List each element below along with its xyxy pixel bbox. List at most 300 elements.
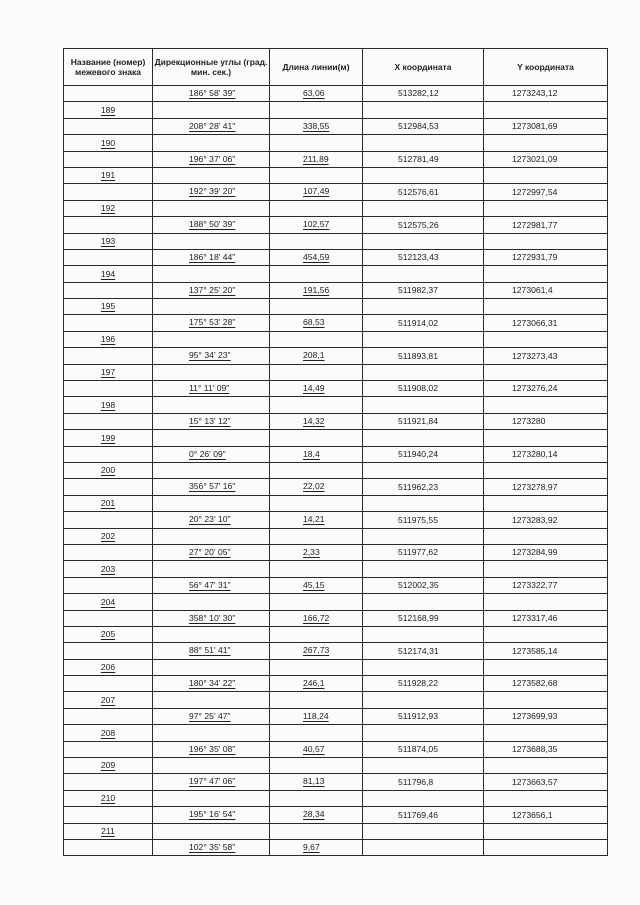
y-coordinate-cell [484,758,608,774]
x-coordinate-cell-text: 512123,43 [398,252,439,263]
y-coordinate-cell [484,708,608,724]
x-coordinate-cell [363,167,484,183]
y-coordinate-cell-text: 1273273,43 [512,350,558,361]
directional-angle-cell [153,315,270,331]
y-coordinate-cell [484,577,608,593]
line-length-cell [270,577,363,593]
directional-angle-cell [153,266,270,282]
mark-name-cell [64,544,153,560]
mark-name-cell [64,315,153,331]
y-coordinate-cell [484,102,608,118]
line-length-cell [270,364,363,380]
y-coordinate-cell [484,233,608,249]
segment-row [64,577,608,593]
mark-name-cell [64,692,153,708]
y-coordinate-cell-text: 1272981,77 [512,219,558,230]
y-coordinate-cell [484,692,608,708]
x-coordinate-cell-text: 511962,23 [398,481,438,492]
line-length-cell [270,381,363,397]
directional-angle-cell [153,184,270,200]
directional-angle-cell [153,544,270,560]
line-length-cell [270,86,363,102]
directional-angle-cell [153,839,270,855]
y-coordinate-cell [484,741,608,757]
point-row [64,135,608,151]
x-coordinate-cell [363,790,484,806]
line-length-cell-text: 267,73 [303,645,330,656]
y-coordinate-cell-text: 1273066,31 [512,317,558,328]
segment-row [64,807,608,823]
mark-name-cell-text: 192 [100,203,116,214]
mark-name-cell-text: 207 [100,694,116,705]
y-coordinate-cell [484,528,608,544]
segment-row [64,643,608,659]
y-coordinate-cell [484,774,608,790]
line-length-cell-text: 208,1 [303,350,325,361]
mark-name-cell [64,217,153,233]
segment-row [64,118,608,134]
directional-angle-cell-text: 0° 26' 09" [189,448,226,459]
x-coordinate-cell [363,315,484,331]
x-coordinate-cell-text: 511928,22 [398,678,438,689]
x-coordinate-cell-text: 511769,46 [398,809,438,820]
segment-row [64,315,608,331]
directional-angle-cell [153,528,270,544]
mark-name-cell-text: 194 [100,268,116,279]
y-coordinate-cell [484,790,608,806]
x-coordinate-cell [363,118,484,134]
x-coordinate-cell-text: 511982,37 [398,285,438,296]
mark-name-cell-text: 208 [100,727,116,738]
mark-name-cell [64,266,153,282]
y-coordinate-cell [484,413,608,429]
directional-angle-cell-text: 102° 35' 58" [189,841,236,852]
line-length-cell [270,676,363,692]
segment-row [64,708,608,724]
mark-name-cell [64,839,153,855]
point-row [64,659,608,675]
directional-angle-cell-text: 56° 47' 31" [189,579,231,590]
directional-angle-cell-text: 137° 25' 20" [189,284,236,295]
segment-row [64,544,608,560]
directional-angle-cell [153,102,270,118]
mark-name-cell [64,758,153,774]
line-length-cell [270,561,363,577]
mark-name-cell [64,167,153,183]
directional-angle-cell [153,167,270,183]
y-coordinate-cell [484,299,608,315]
mark-name-cell [64,708,153,724]
mark-name-cell [64,118,153,134]
point-row [64,823,608,839]
x-coordinate-cell [363,577,484,593]
directional-angle-cell [153,643,270,659]
line-length-cell [270,430,363,446]
x-coordinate-cell [363,692,484,708]
mark-name-cell-text: 203 [100,563,116,574]
directional-angle-cell [153,577,270,593]
y-coordinate-cell [484,348,608,364]
x-coordinate-cell-text: 512174,31 [398,645,439,656]
directional-angle-cell-text: 356° 57' 16" [189,481,236,492]
x-coordinate-cell [363,479,484,495]
line-length-cell-text: 454,59 [303,251,330,262]
point-row [64,626,608,642]
directional-angle-cell [153,659,270,675]
segment-row [64,282,608,298]
x-coordinate-cell [363,561,484,577]
x-coordinate-cell [363,758,484,774]
mark-name-cell-text: 189 [100,104,116,115]
segment-row [64,676,608,692]
y-coordinate-cell-text: 1273317,46 [512,612,558,623]
mark-name-cell [64,462,153,478]
directional-angle-cell-text: 186° 58' 39" [189,88,236,98]
directional-angle-cell [153,86,270,102]
y-coordinate-cell [484,659,608,675]
y-coordinate-cell-text: 1273585,14 [512,645,558,656]
y-coordinate-cell-text: 1273582,68 [512,678,558,689]
segment-row [64,413,608,429]
directional-angle-cell [153,561,270,577]
directional-angle-cell [153,741,270,757]
line-length-cell [270,249,363,265]
x-coordinate-cell [363,725,484,741]
line-length-cell [270,315,363,331]
y-coordinate-cell [484,266,608,282]
directional-angle-cell-text: 186° 18' 44" [189,251,236,262]
segment-row [64,839,608,855]
x-coordinate-cell [363,823,484,839]
mark-name-cell-text: 198 [100,399,116,410]
mark-name-cell [64,577,153,593]
directional-angle-cell [153,692,270,708]
line-length-cell-text: 81,13 [303,776,325,787]
directional-angle-cell-text: 175° 53' 28" [189,317,236,328]
x-coordinate-cell [363,774,484,790]
y-coordinate-cell [484,807,608,823]
line-length-cell-text: 18,4 [303,448,320,459]
line-length-cell [270,462,363,478]
y-coordinate-cell-text: 1273276,24 [512,383,558,394]
directional-angle-cell-text: 197° 47' 06" [189,776,236,787]
mark-name-cell-text: 202 [100,530,116,541]
x-coordinate-cell [363,544,484,560]
mark-name-cell [64,397,153,413]
mark-name-cell [64,446,153,462]
y-coordinate-cell [484,594,608,610]
directional-angle-cell [153,364,270,380]
y-coordinate-cell [484,544,608,560]
line-length-cell-text: 28,34 [303,809,325,820]
mark-name-cell [64,249,153,265]
y-coordinate-cell-text: 1273021,09 [512,153,558,164]
x-coordinate-cell [363,102,484,118]
x-coordinate-cell-text: 511796,8 [398,776,434,787]
y-coordinate-cell-text: 1273278,97 [512,481,558,492]
mark-name-cell [64,594,153,610]
point-row [64,200,608,216]
mark-name-cell [64,413,153,429]
header-directional-angle: Дирекционные углы (град. мин. сек.) [153,49,270,86]
segment-row [64,610,608,626]
directional-angle-cell [153,413,270,429]
directional-angle-cell [153,282,270,298]
point-row [64,528,608,544]
mark-name-cell [64,381,153,397]
directional-angle-cell [153,430,270,446]
y-coordinate-cell-text: 1273243,12 [512,88,558,99]
line-length-cell [270,184,363,200]
point-row [64,397,608,413]
directional-angle-cell-text: 188° 50' 39" [189,219,236,230]
line-length-cell [270,774,363,790]
line-length-cell [270,758,363,774]
directional-angle-cell [153,676,270,692]
y-coordinate-cell [484,86,608,102]
line-length-cell-text: 14,49 [303,383,325,394]
point-row [64,430,608,446]
x-coordinate-cell [363,643,484,659]
y-coordinate-cell-text: 1273656,1 [512,809,553,820]
y-coordinate-cell [484,184,608,200]
directional-angle-cell [153,758,270,774]
x-coordinate-cell-text: 512576,61 [398,186,439,197]
mark-name-cell [64,282,153,298]
y-coordinate-cell [484,725,608,741]
x-coordinate-cell [363,610,484,626]
mark-name-cell [64,774,153,790]
x-coordinate-cell [363,200,484,216]
segment-row [64,479,608,495]
x-coordinate-cell [363,839,484,855]
directional-angle-cell [153,823,270,839]
directional-angle-cell [153,233,270,249]
line-length-cell [270,479,363,495]
directional-angle-cell-text: 11° 11' 09" [189,383,230,394]
mark-name-cell-text: 210 [100,793,116,804]
line-length-cell [270,643,363,659]
y-coordinate-cell [484,331,608,347]
line-length-cell [270,790,363,806]
x-coordinate-cell [363,331,484,347]
line-length-cell [270,708,363,724]
y-coordinate-cell [484,462,608,478]
line-length-cell-text: 338,55 [303,120,330,131]
y-coordinate-cell-text: 1273663,57 [512,776,558,787]
directional-angle-cell-text: 180° 34' 22" [189,678,236,689]
x-coordinate-cell [363,430,484,446]
line-length-cell [270,331,363,347]
x-coordinate-cell [363,86,484,102]
directional-angle-cell [153,299,270,315]
line-length-cell [270,659,363,675]
y-coordinate-cell-text: 1273061,4 [512,285,553,296]
mark-name-cell-text: 190 [100,137,116,148]
point-row [64,790,608,806]
line-length-cell [270,839,363,855]
x-coordinate-cell [363,446,484,462]
x-coordinate-cell [363,233,484,249]
x-coordinate-cell-text: 512781,49 [398,153,439,164]
mark-name-cell-text: 206 [100,662,116,673]
mark-name-cell-text: 211 [101,825,115,836]
directional-angle-cell [153,594,270,610]
x-coordinate-cell [363,249,484,265]
y-coordinate-cell [484,643,608,659]
line-length-cell-text: 118,24 [303,710,329,721]
mark-name-cell [64,790,153,806]
directional-angle-cell [153,135,270,151]
x-coordinate-cell [363,495,484,511]
mark-name-cell-text: 204 [100,596,116,607]
point-row [64,299,608,315]
mark-name-cell-text: 205 [100,629,116,640]
segment-row [64,381,608,397]
directional-angle-cell [153,348,270,364]
line-length-cell-text: 22,02 [303,481,325,492]
mark-name-cell [64,348,153,364]
point-row [64,266,608,282]
point-row [64,561,608,577]
directional-angle-cell [153,331,270,347]
y-coordinate-cell [484,676,608,692]
line-length-cell-text: 166,72 [303,612,330,623]
directional-angle-cell-text: 192° 39' 20" [189,186,236,197]
mark-name-cell [64,676,153,692]
directional-angle-cell [153,626,270,642]
x-coordinate-cell-text: 512002,35 [398,580,439,591]
line-length-cell [270,528,363,544]
line-length-cell [270,725,363,741]
y-coordinate-cell [484,430,608,446]
x-coordinate-cell-text: 511874,05 [398,744,438,755]
segment-row [64,249,608,265]
directional-angle-cell-text: 358° 10' 30" [189,612,236,623]
x-coordinate-cell [363,807,484,823]
x-coordinate-cell-text: 511977,62 [398,547,438,558]
mark-name-cell-text: 195 [100,301,116,312]
x-coordinate-cell-text: 513282,12 [398,88,439,99]
table-header-row [64,49,608,86]
line-length-cell-text: 2,33 [303,546,320,557]
line-length-cell-text: 107,49 [303,186,330,197]
x-coordinate-cell-text: 511914,02 [398,317,438,328]
directional-angle-cell-text: 95° 34' 23" [189,350,231,361]
line-length-cell [270,118,363,134]
line-length-cell [270,446,363,462]
line-length-cell [270,102,363,118]
mark-name-cell [64,512,153,528]
mark-name-cell [64,725,153,741]
x-coordinate-cell [363,413,484,429]
line-length-cell [270,282,363,298]
line-length-cell [270,823,363,839]
line-length-cell-text: 191,56 [303,284,330,295]
directional-angle-cell [153,512,270,528]
mark-name-cell [64,233,153,249]
mark-name-cell [64,331,153,347]
segment-row [64,86,608,102]
line-length-cell [270,266,363,282]
x-coordinate-cell [363,135,484,151]
point-row [64,758,608,774]
mark-name-cell [64,364,153,380]
y-coordinate-cell [484,217,608,233]
x-coordinate-cell [363,381,484,397]
directional-angle-cell-text: 208° 28' 41" [189,120,236,131]
y-coordinate-cell [484,823,608,839]
point-row [64,167,608,183]
y-coordinate-cell [484,479,608,495]
y-coordinate-cell [484,135,608,151]
directional-angle-cell [153,725,270,741]
line-length-cell [270,151,363,167]
y-coordinate-cell-text: 1273081,69 [512,121,558,132]
y-coordinate-cell [484,512,608,528]
directional-angle-cell [153,200,270,216]
segment-row [64,217,608,233]
x-coordinate-cell-text: 511893,81 [398,350,438,361]
mark-name-cell [64,659,153,675]
line-length-cell [270,299,363,315]
y-coordinate-cell-text: 1272997,54 [512,186,558,197]
directional-angle-cell-text: 97° 25' 47" [189,710,231,721]
boundary-coordinates-table [63,48,608,856]
x-coordinate-cell [363,659,484,675]
directional-angle-cell [153,151,270,167]
x-coordinate-cell [363,462,484,478]
x-coordinate-cell-text: 512575,26 [398,219,439,230]
y-coordinate-cell-text: 1273283,92 [512,514,558,525]
directional-angle-cell [153,495,270,511]
x-coordinate-cell-text: 511912,93 [398,711,438,722]
segment-row [64,774,608,790]
line-length-cell [270,348,363,364]
y-coordinate-cell [484,200,608,216]
line-length-cell [270,233,363,249]
x-coordinate-cell [363,184,484,200]
directional-angle-cell [153,462,270,478]
mark-name-cell [64,495,153,511]
mark-name-cell-text: 197 [100,367,116,378]
directional-angle-cell [153,249,270,265]
directional-angle-cell-text: 195° 16' 54" [189,809,236,820]
line-length-cell [270,692,363,708]
point-row [64,725,608,741]
line-length-cell [270,544,363,560]
point-row [64,594,608,610]
mark-name-cell-text: 201 [100,498,116,509]
y-coordinate-cell [484,626,608,642]
directional-angle-cell [153,479,270,495]
mark-name-cell [64,626,153,642]
y-coordinate-cell-text: 1272931,79 [512,252,558,263]
x-coordinate-cell [363,217,484,233]
line-length-cell [270,495,363,511]
line-length-cell [270,217,363,233]
mark-name-cell [64,528,153,544]
x-coordinate-cell-text: 512168,99 [398,612,439,623]
x-coordinate-cell [363,397,484,413]
y-coordinate-cell-text: 1273699,93 [512,711,558,722]
point-row [64,462,608,478]
directional-angle-cell-text: 196° 35' 08" [189,743,236,754]
mark-name-cell [64,200,153,216]
segment-row [64,348,608,364]
table-body [64,86,608,856]
mark-name-cell-text: 200 [100,465,116,476]
